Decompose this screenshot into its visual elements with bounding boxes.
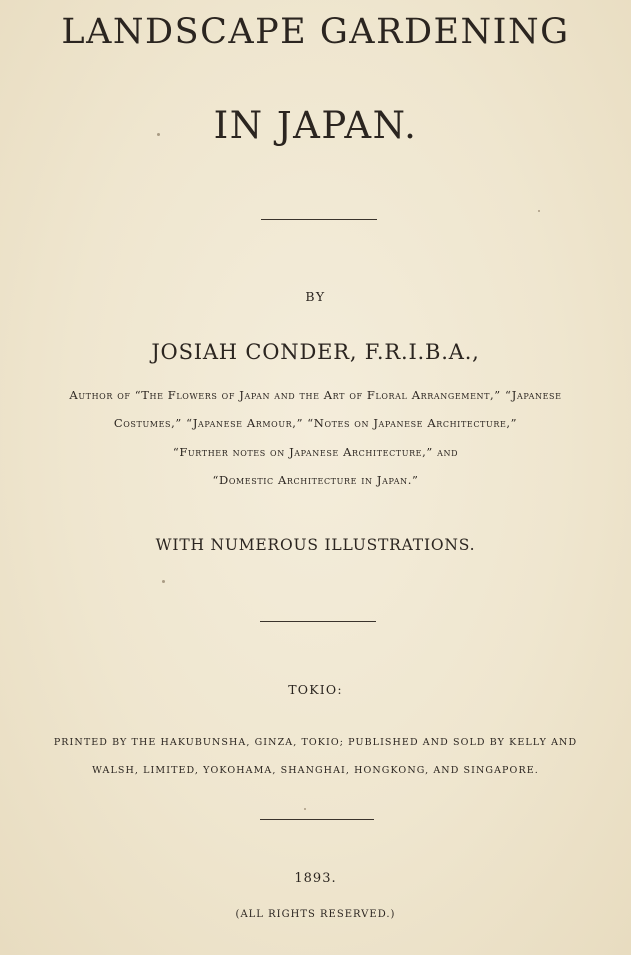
paper-speck bbox=[157, 133, 160, 136]
other-works-line: Costumes,” “Japanese Armour,” “Notes on Japanese Architecture,” bbox=[113, 416, 518, 430]
imprint-place: TOKIO: bbox=[288, 682, 343, 697]
publication-year: 1893. bbox=[294, 871, 337, 886]
rights-notice: (ALL RIGHTS RESERVED.) bbox=[235, 909, 396, 920]
author-name: JOSIAH CONDER, F.R.I.B.A., bbox=[151, 340, 480, 364]
book-title-line-2: IN JAPAN. bbox=[213, 104, 418, 147]
other-works-line: Author of “The Flowers of Japan and the Art of Floral Arrangement,” “Japanese bbox=[69, 388, 562, 402]
printer-line: PRINTED BY THE HAKUBUNSHA, GINZA, TOKIO; PUBLISHED AND SOLD BY KELLY AND bbox=[53, 737, 578, 748]
divider-rule bbox=[260, 819, 374, 820]
illustrations-note: WITH NUMEROUS ILLUSTRATIONS. bbox=[155, 536, 476, 554]
paper-speck bbox=[304, 808, 306, 810]
divider-rule bbox=[261, 219, 377, 220]
other-works-line: “Domestic Architecture in Japan.” bbox=[212, 473, 419, 487]
paper-speck bbox=[162, 580, 165, 583]
divider-rule bbox=[260, 621, 376, 622]
printer-line: WALSH, LIMITED, YOKOHAMA, SHANGHAI, HONGKONG, AND SINGAPORE. bbox=[92, 765, 539, 776]
book-title-line-1: LANDSCAPE GARDENING bbox=[61, 12, 570, 52]
paper-speck bbox=[538, 210, 540, 212]
other-works-line: “Further notes on Japanese Architecture,” and bbox=[172, 445, 459, 459]
byline: BY bbox=[305, 289, 326, 304]
